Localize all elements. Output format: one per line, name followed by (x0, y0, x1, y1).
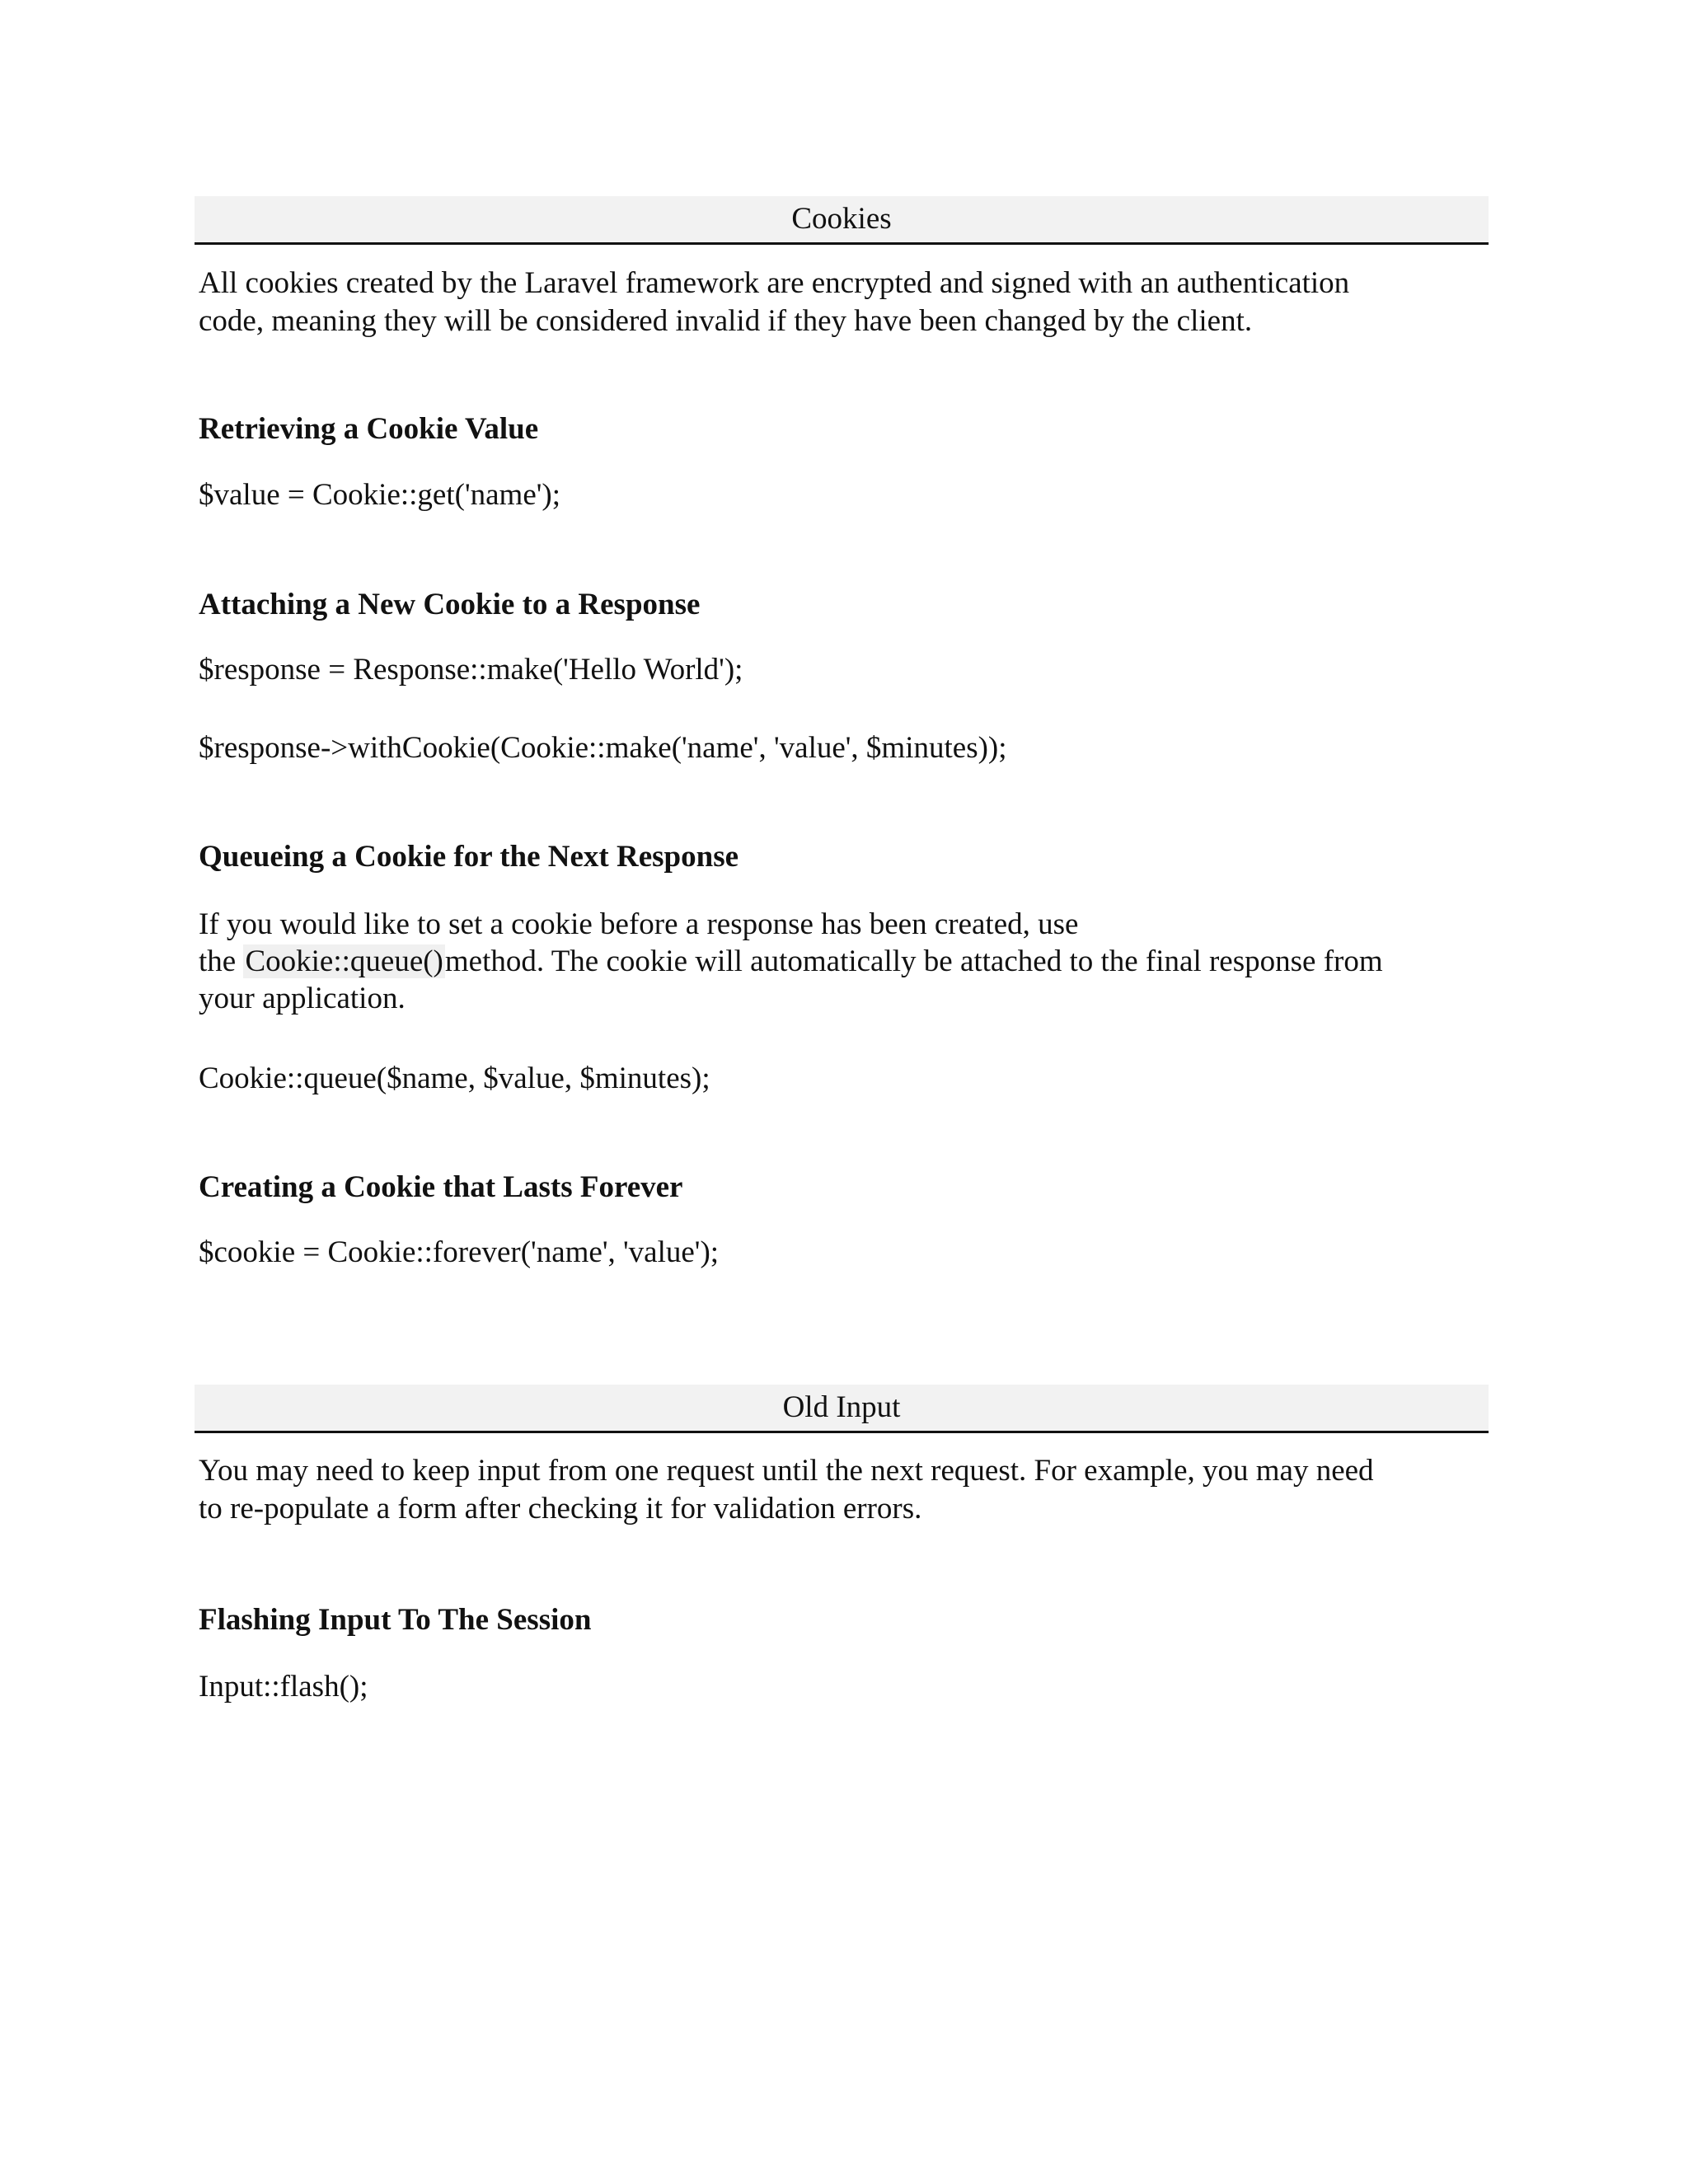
forever-cookie-heading: Creating a Cookie that Lasts Forever (199, 1170, 683, 1204)
queueing-text-line-3: your application. (199, 982, 406, 1015)
flashing-input-code: Input::flash(); (199, 1670, 368, 1704)
cookies-intro-line-1: All cookies created by the Laravel framework are encrypted and signed with an authentication (199, 266, 1350, 300)
cookies-section-title: Cookies (195, 196, 1489, 245)
retrieving-cookie-heading: Retrieving a Cookie Value (199, 412, 539, 446)
attaching-cookie-code-line-2: $response->withCookie(Cookie::make('name', 'value', $minutes)); (199, 731, 1007, 765)
attaching-cookie-code-line-1: $response = Response::make('Hello World'); (199, 653, 743, 687)
queueing-text-suffix: method. The cookie will automatically be attached to the final response from (444, 944, 1383, 978)
cookies-intro-line-2: code, meaning they will be considered invalid if they have been changed by the client. (199, 304, 1253, 338)
queueing-cookie-heading: Queueing a Cookie for the Next Response (199, 840, 739, 874)
attaching-cookie-heading: Attaching a New Cookie to a Response (199, 588, 701, 621)
forever-cookie-code: $cookie = Cookie::forever('name', 'value'); (199, 1235, 720, 1269)
old-input-section-title: Old Input (195, 1385, 1489, 1433)
queueing-cookie-code: Cookie::queue($name, $value, $minutes); (199, 1062, 710, 1095)
old-input-intro-line-1: You may need to keep input from one request until the next request. For example, you may need (199, 1454, 1374, 1488)
old-input-intro-line-2: to re-populate a form after checking it for validation errors. (199, 1492, 922, 1526)
flashing-input-heading: Flashing Input To The Session (199, 1603, 592, 1637)
queueing-text-line-2 (199, 943, 1493, 981)
queueing-text-line-1: If you would like to set a cookie before a response has been created, use (199, 907, 1079, 941)
retrieving-cookie-code: $value = Cookie::get('name'); (199, 478, 561, 512)
queueing-text-prefix: the (199, 944, 237, 978)
cookie-queue-inline-code: Cookie::queue() (245, 944, 443, 978)
